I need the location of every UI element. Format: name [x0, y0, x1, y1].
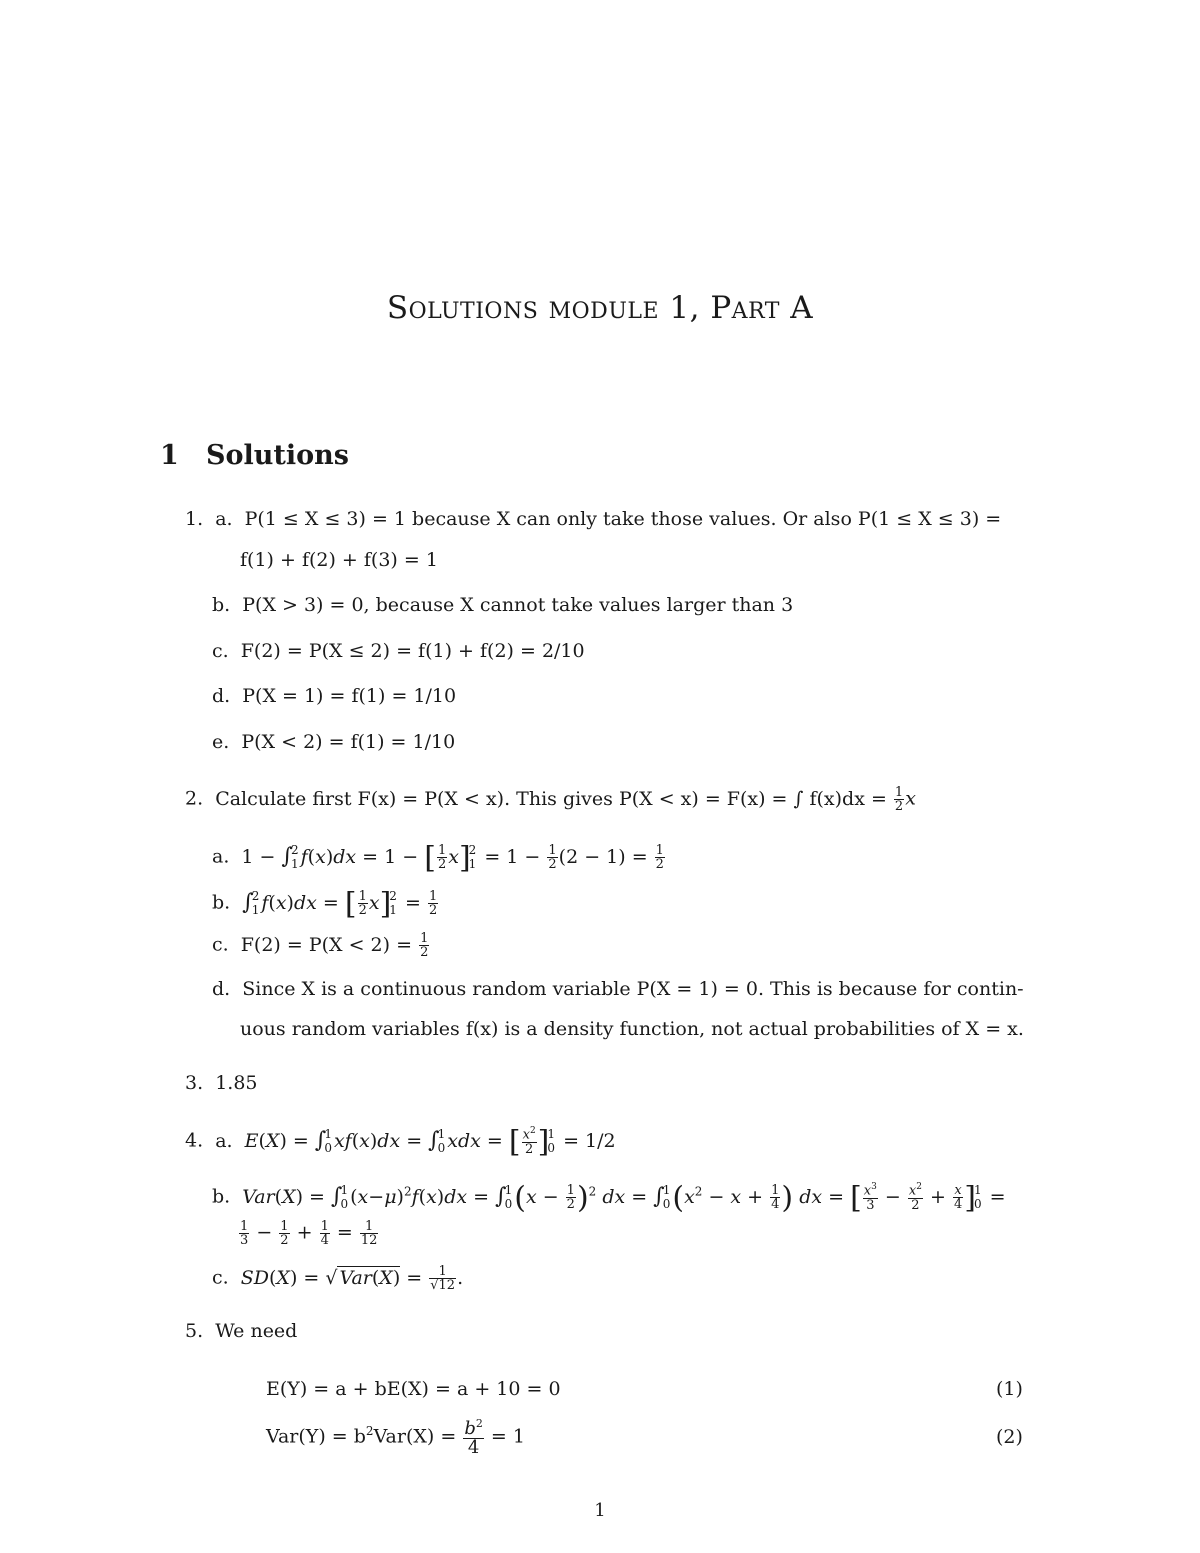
sub-label: c. [212, 1266, 229, 1289]
formula: 1 − ∫ 2 1 f(x)dx = 1 − [ $\frac{1}{2}$ x] 2 1 = 1 − $\frac{1}{2}$ (2 − 1) = $\frac{1}{2}$ [241, 840, 664, 875]
item-2b [212, 886, 439, 921]
item-4c [212, 1265, 463, 1292]
page-title: Solutions module 1, Part A [386, 290, 814, 326]
item-text: P(X = 1) = f(1) = 1/10 [242, 685, 457, 707]
item-1a [185, 508, 1001, 530]
section-title: Solutions [206, 440, 349, 471]
item-text: P(X > 3) = 0, because X cannot take values larger than 3 [242, 594, 794, 616]
equation-1: E(Y) = a + bE(X) = a + 10 = 0 [266, 1378, 561, 1400]
item-number: 4. [185, 1129, 204, 1152]
equation-number-2: (2) [996, 1426, 1023, 1448]
sub-label: b. [212, 594, 231, 616]
item-text: Since X is a continuous random variable P(X = 1) = 0. This is because for contin- [242, 978, 1024, 1000]
section-number: 1 [160, 440, 179, 471]
equation-2: $Var(Y) = b^2Var(X)$ = $\frac{b^2}{4}$ = 1 [266, 1417, 525, 1458]
sub-label: a. [215, 508, 233, 530]
item-4a [185, 1124, 616, 1159]
item-text: We need [215, 1320, 298, 1342]
item-4b-cont: $\frac{1}{3}$ − $\frac{1}{2}$ + $\frac{1}{4}$ = $\frac{1}{12}$ [240, 1219, 378, 1248]
item-text: P(X < 2) = f(1) = 1/10 [241, 731, 456, 753]
item-number: 2. [185, 787, 204, 810]
item-2a [212, 840, 666, 875]
item-2d-cont: uous random variables f(x) is a density function, not actual probabilities of X = x. [240, 1018, 1024, 1040]
sub-label: d. [212, 685, 231, 707]
sub-label: a. [212, 845, 230, 868]
item-number: 1. [185, 508, 204, 530]
formula: Var(X) = ∫ 1 0 $(x-\mu)^2f(x)dx$ = ∫ 1 0 (x − $\frac{1}{2}$ )$^2$ dx = ∫ 1 0 ($x^2 - x$ + $\frac{1}{4}$ ) dx = [ $\frac{x^3}{3}$ − $\frac{x^2}{2}$ + $\frac{x}{4}$ ] 1 0 = [242, 1180, 1006, 1215]
sub-label: c. [212, 933, 229, 956]
item-text: 1.85 [215, 1072, 258, 1094]
sub-label: b. [212, 891, 231, 914]
sub-label: e. [212, 731, 230, 753]
item-5 [185, 1320, 297, 1342]
sub-label: a. [215, 1129, 233, 1152]
item-number: 5. [185, 1320, 204, 1342]
item-4b [212, 1180, 1006, 1215]
item-text: P(1 ≤ X ≤ 3) = 1 because X can only take those values. Or also P(1 ≤ X ≤ 3) = [244, 508, 1002, 530]
item-number: 3. [185, 1072, 204, 1094]
item-1b [212, 594, 793, 616]
formula: SD(X) = √ Var(X) = $\frac{1}{√12}$ . [240, 1264, 464, 1293]
sub-label: d. [212, 978, 231, 1000]
item-text: F(2) = P(X < 2) = [240, 933, 419, 956]
item-1a-cont: f(1) + f(2) + f(3) = 1 [240, 549, 438, 571]
item-2c [212, 932, 430, 959]
sub-label: b. [212, 1185, 231, 1208]
item-2-intro: 2. Calculate first F(x) = P(X < x). This gives P(X < x) = F(x) = ∫ f(x)dx = $\frac{1}{2}$ x [185, 785, 916, 814]
item-1c [212, 640, 585, 662]
formula: E(X) = ∫ 1 0 xf(x)dx = ∫ 1 0 xdx = [ $\frac{x^2}{2}$ ] 1 0 = 1/2 [244, 1124, 616, 1159]
item-2d [212, 978, 1024, 1000]
item-text: F(2) = P(X ≤ 2) = f(1) + f(2) = 2/10 [240, 640, 585, 662]
fraction: $\frac{1}{2}$ [420, 931, 429, 960]
item-1e [212, 731, 455, 753]
item-1d [212, 685, 456, 707]
item-3 [185, 1072, 258, 1094]
formula: ∫ 2 1 f(x)dx = [ $\frac{1}{2}$ x] 2 1 = $\frac{1}{2}$ [242, 886, 438, 921]
page-number: 1 [594, 1500, 606, 1521]
fraction: $\frac{1}{2}$ [894, 785, 904, 814]
section-heading [160, 440, 349, 471]
item-text: Calculate first F(x) = P(X < x). This gives P(X < x) = F(x) = ∫ f(x)dx = [215, 787, 893, 810]
sub-label: c. [212, 640, 229, 662]
equation-number-1: (1) [996, 1378, 1023, 1400]
